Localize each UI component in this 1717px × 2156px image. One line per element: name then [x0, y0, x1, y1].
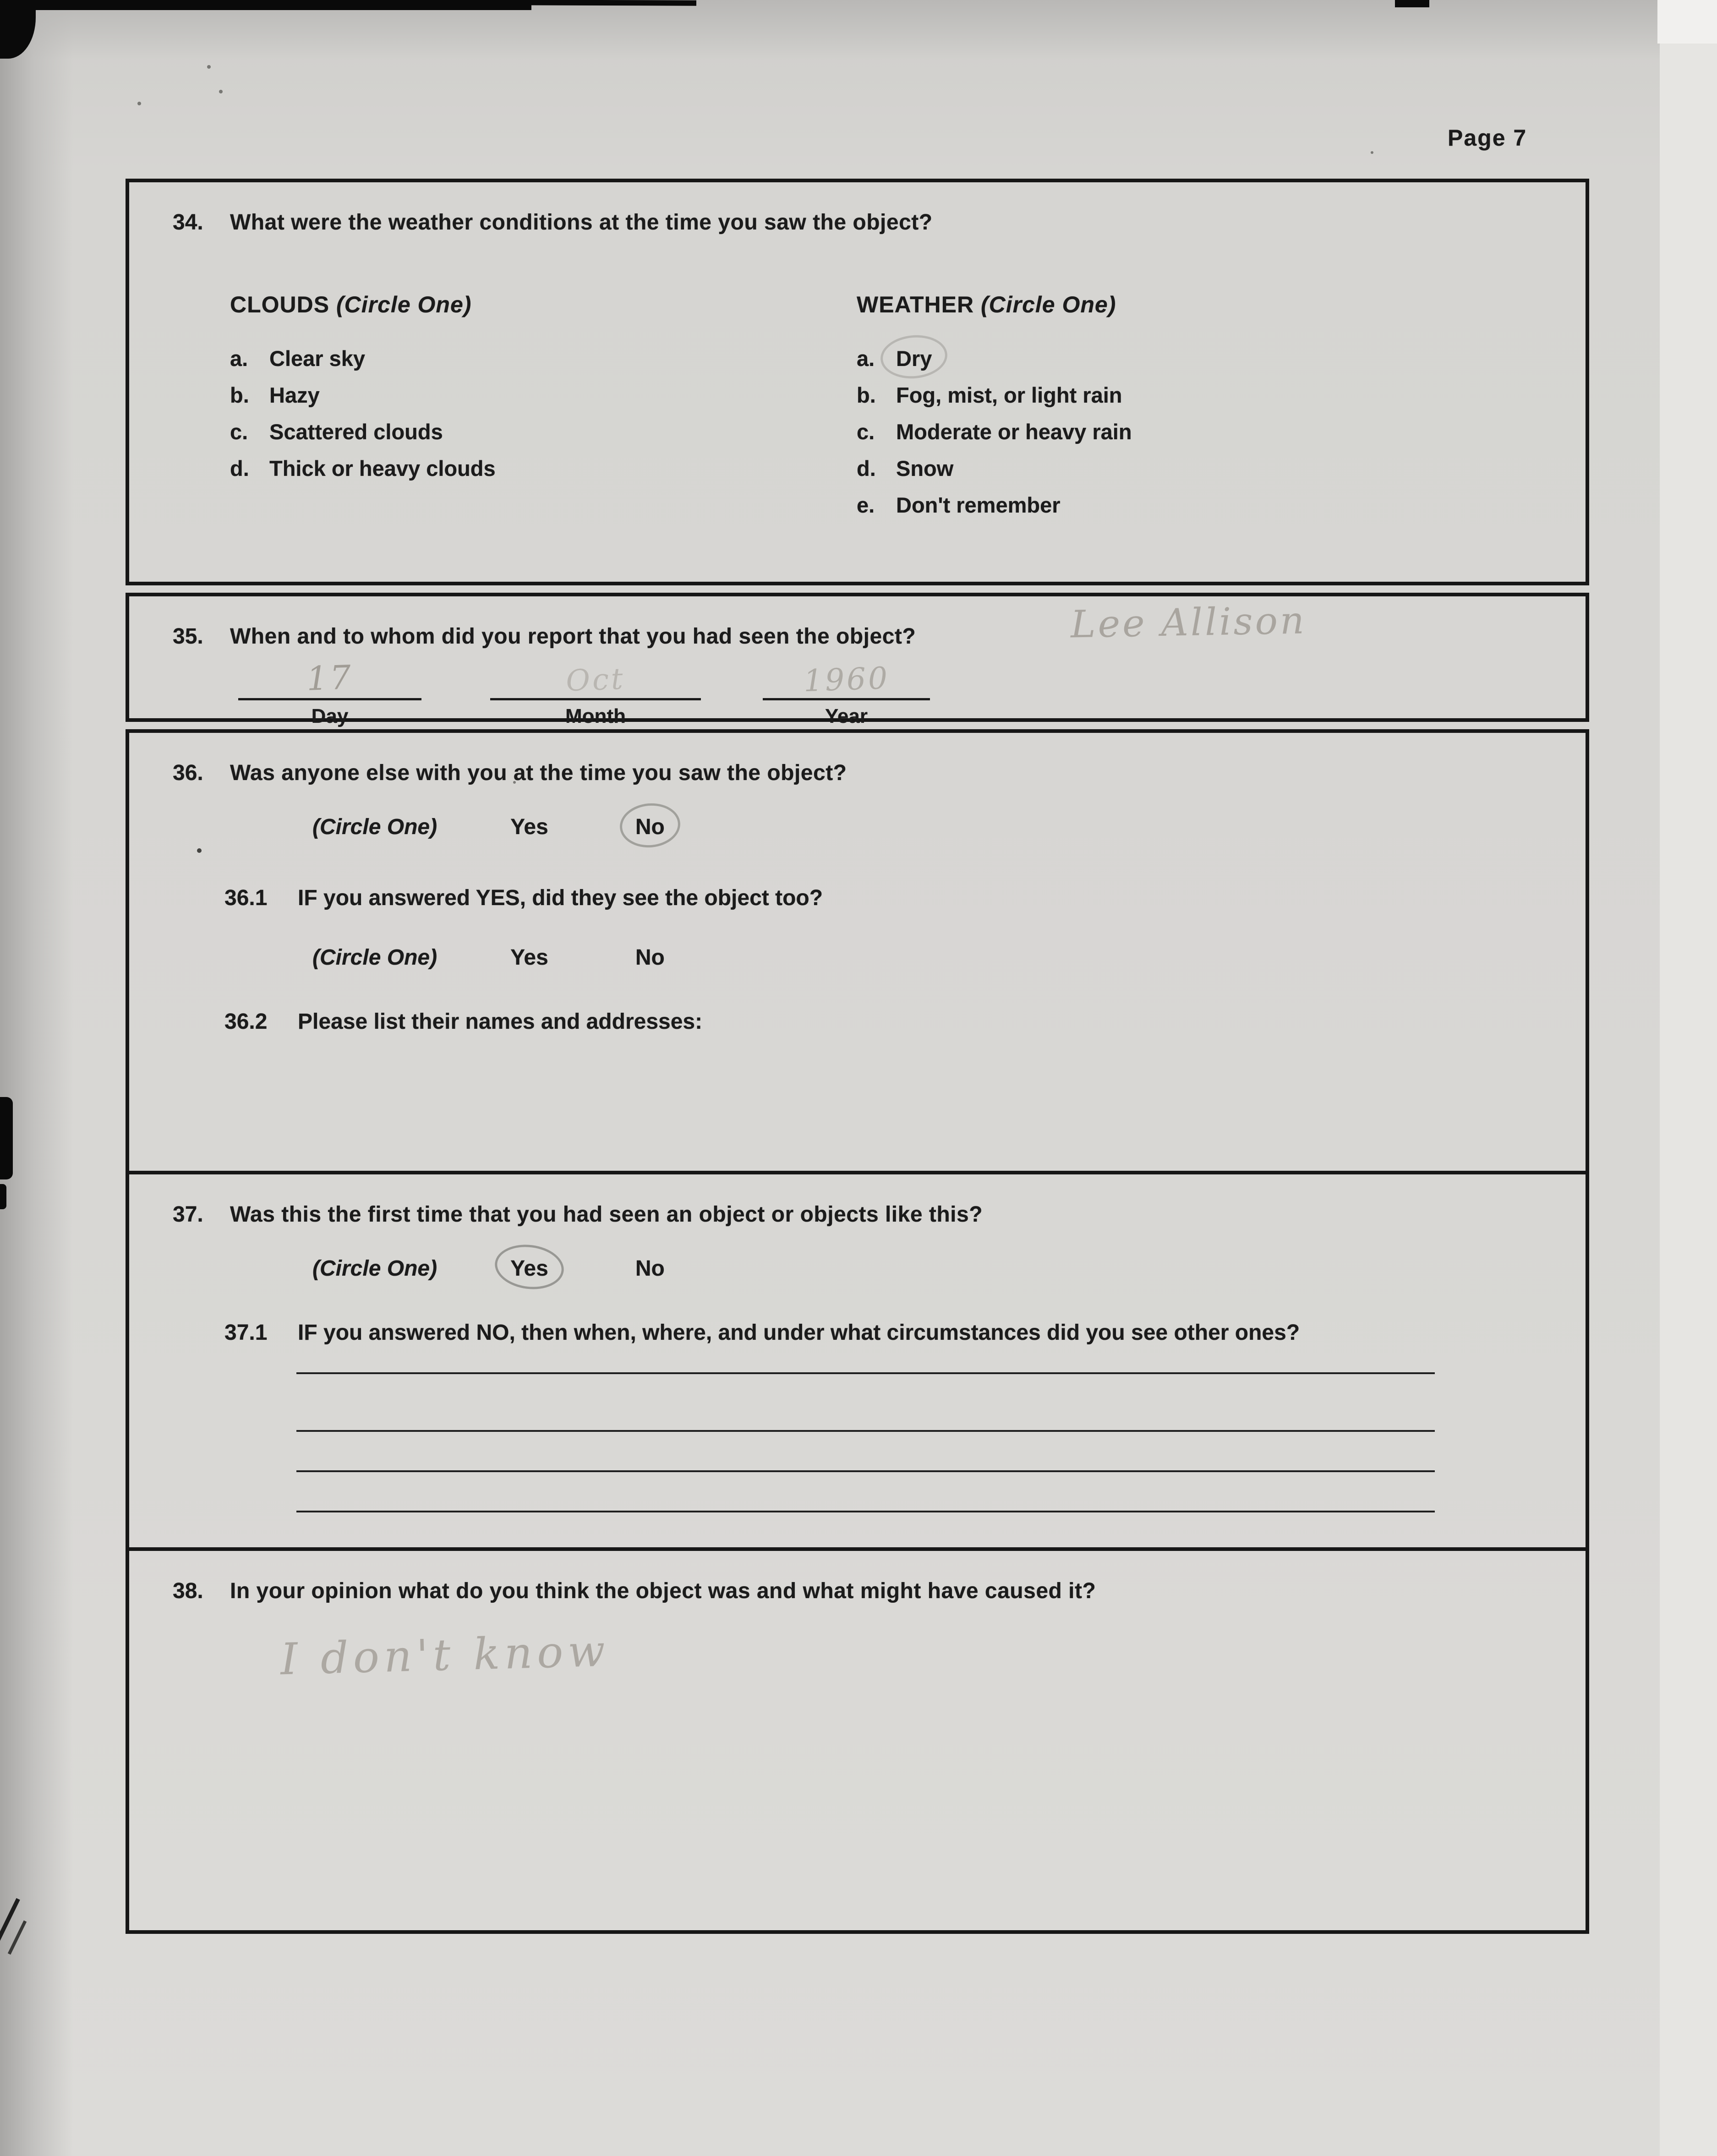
q35-date-labels [129, 705, 1586, 728]
weather-option-a [857, 345, 1132, 372]
clouds-circle-one-instruction: (Circle One) [336, 292, 472, 317]
q37-no-option: No [635, 1256, 665, 1281]
weather-heading: WEATHER [857, 292, 974, 317]
question-36-text: Was anyone else with you at the time you saw the object? [230, 761, 847, 785]
question-37 [129, 1174, 1586, 1228]
pencil-circle [618, 801, 682, 850]
scan-corner-white [1657, 0, 1717, 44]
question-36 [129, 733, 1586, 787]
q36-no-option: No [635, 815, 665, 839]
q35-date-blanks [129, 658, 1586, 700]
weather-option-e [857, 492, 1132, 519]
weather-column [857, 291, 1132, 529]
q37-1-answer-lines [296, 1372, 1435, 1512]
scan-artifact-left-blob [0, 1097, 13, 1179]
question-36-1-number: 36.1 [224, 886, 268, 910]
handwritten-month: Oct [565, 662, 626, 699]
weather-option-c [857, 419, 1132, 445]
handwritten-day: 17 [306, 658, 354, 698]
question-36-1 [129, 884, 1586, 912]
questionnaire-form [126, 179, 1589, 1934]
option-letter: a. [230, 346, 248, 371]
option-letter: a. [857, 346, 875, 371]
scan-artifact-top-bar [0, 0, 531, 10]
clouds-option-a [230, 345, 857, 372]
ruled-line [296, 1470, 1435, 1472]
handwritten-year: 1960 [803, 660, 890, 699]
q36-no-option-circled [635, 813, 665, 841]
q36-1-yes-option: Yes [510, 945, 548, 970]
clouds-heading: CLOUDS [230, 292, 330, 317]
year-label: Year [825, 705, 868, 727]
q37-yes-option: Yes [510, 1256, 548, 1281]
weather-option-dry-penciled [896, 345, 932, 372]
section-q38 [129, 1547, 1586, 1930]
weather-circle-one-instruction: (Circle One) [980, 292, 1116, 317]
ruled-line [296, 1430, 1435, 1432]
option-label: Scattered clouds [269, 420, 443, 444]
question-37-1-number: 37.1 [224, 1321, 268, 1345]
scan-artifact-top-sliver [504, 0, 696, 6]
question-37-1-text: IF you answered NO, then when, where, and under what circumstances did you see other ones? [298, 1321, 1300, 1345]
option-letter: c. [857, 420, 875, 444]
option-letter: e. [857, 493, 875, 517]
scan-speck [137, 102, 141, 105]
question-37-1 [129, 1319, 1586, 1347]
circle-one-instruction: (Circle One) [312, 945, 437, 970]
scan-speck [219, 90, 223, 93]
section-q36 [129, 733, 1586, 1171]
q36-yes-option: Yes [510, 815, 548, 839]
option-letter: b. [230, 383, 249, 407]
ruled-line [296, 1372, 1435, 1374]
year-blank [763, 660, 930, 700]
option-label: Thick or heavy clouds [269, 456, 496, 480]
clouds-option-b [230, 382, 857, 409]
section-q35 [126, 593, 1589, 727]
option-label: Fog, mist, or light rain [896, 383, 1122, 407]
clouds-column [230, 291, 857, 529]
option-letter: d. [857, 456, 876, 480]
q34-columns [129, 291, 1586, 529]
clouds-option-c [230, 419, 857, 445]
q36-1-circle-one-row [129, 944, 1586, 972]
option-label: Clear sky [269, 346, 366, 371]
scan-artifact-left-blob-small [0, 1184, 6, 1209]
option-label: Don't remember [896, 493, 1061, 517]
weather-option-b [857, 382, 1132, 409]
option-letter: b. [857, 383, 876, 407]
question-34 [129, 182, 1586, 236]
question-36-2-text: Please list their names and addresses: [298, 1010, 703, 1034]
handwritten-report-name: Lee Allison [1070, 599, 1307, 647]
question-37-text: Was this the first time that you had seen an object or objects like this? [230, 1202, 983, 1227]
question-36-2 [129, 1008, 1586, 1036]
option-label: Hazy [269, 383, 320, 407]
question-34-number: 34. [173, 210, 203, 235]
question-36-1-text: IF you answered YES, did they see the object too? [298, 886, 823, 910]
month-label: Month [565, 705, 626, 727]
question-35 [129, 596, 1586, 650]
scan-speck [1371, 151, 1373, 154]
scan-speck [207, 65, 211, 69]
question-35-number: 35. [173, 624, 203, 649]
question-38-number: 38. [173, 1579, 203, 1603]
q36-circle-one-row [129, 813, 1586, 841]
page-number: Page 7 [1448, 125, 1527, 151]
option-letter: c. [230, 420, 248, 444]
q37-circle-one-row [129, 1255, 1586, 1283]
option-letter: d. [230, 456, 249, 480]
section-q37 [129, 1171, 1586, 1547]
question-35-text: When and to whom did you report that you had seen the object? [230, 624, 916, 649]
scan-artifact-top-right [1395, 0, 1429, 7]
option-label: Moderate or heavy rain [896, 420, 1132, 444]
circle-one-instruction: (Circle One) [312, 1256, 437, 1281]
section-q36-q38 [126, 729, 1589, 1934]
question-36-2-number: 36.2 [224, 1010, 268, 1034]
day-label: Day [311, 705, 349, 727]
weather-option-d [857, 455, 1132, 482]
handwritten-answer: I don't know [279, 1626, 610, 1685]
month-blank [490, 662, 701, 700]
option-label: Snow [896, 456, 954, 480]
clouds-option-d [230, 455, 857, 482]
day-blank [238, 658, 421, 700]
q36-1-no-option: No [635, 945, 665, 970]
q37-yes-option-circled [510, 1255, 548, 1283]
section-q34 [126, 179, 1589, 585]
question-38 [129, 1551, 1586, 1605]
option-label: Dry [896, 346, 932, 371]
question-38-text: In your opinion what do you think the object was and what might have caused it? [230, 1579, 1096, 1603]
scan-left-shadow [0, 0, 73, 2156]
pencil-circle [879, 333, 949, 381]
question-34-text: What were the weather conditions at the time you saw the object? [230, 210, 933, 235]
question-36-number: 36. [173, 761, 203, 785]
ruled-line [296, 1511, 1435, 1512]
question-37-number: 37. [173, 1202, 203, 1227]
pencil-circle [492, 1241, 566, 1293]
circle-one-instruction: (Circle One) [312, 815, 437, 839]
scan-right-strip [1660, 0, 1717, 2156]
